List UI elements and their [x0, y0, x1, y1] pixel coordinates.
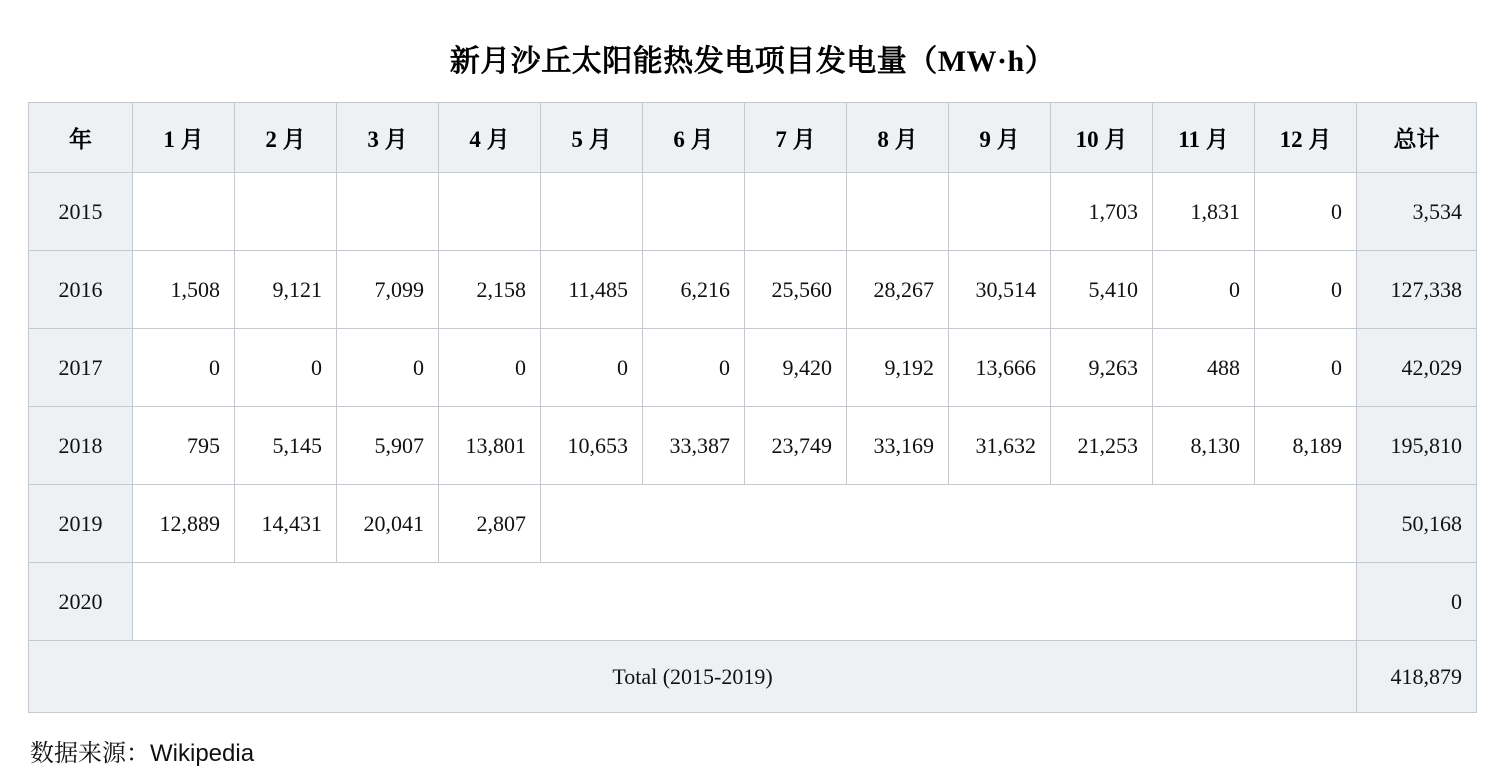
row-year: 2020 — [29, 563, 133, 641]
cell-feb: 9,121 — [235, 251, 337, 329]
cell-oct: 1,703 — [1051, 173, 1153, 251]
source-note: 数据来源：Wikipedia — [30, 740, 255, 767]
column-header-apr: 4 月 — [439, 103, 541, 173]
cell-jan: 1,508 — [133, 251, 235, 329]
cell-oct: 9,263 — [1051, 329, 1153, 407]
row-year: 2016 — [29, 251, 133, 329]
cell-dec: 0 — [1255, 173, 1357, 251]
cell-oct: 21,253 — [1051, 407, 1153, 485]
cell-sep: 30,514 — [949, 251, 1051, 329]
table-body — [29, 173, 1477, 713]
table-row — [29, 563, 1477, 641]
cell-mar: 5,907 — [337, 407, 439, 485]
cell-may: 11,485 — [541, 251, 643, 329]
cell-may: 10,653 — [541, 407, 643, 485]
cell-sep: 13,666 — [949, 329, 1051, 407]
column-header-jan: 1 月 — [133, 103, 235, 173]
cell-apr — [439, 173, 541, 251]
cell-mar — [337, 173, 439, 251]
grand-total-value: 418,879 — [1357, 641, 1477, 713]
table-row — [29, 251, 1477, 329]
column-header-jul: 7 月 — [745, 103, 847, 173]
column-header-feb: 2 月 — [235, 103, 337, 173]
row-year: 2018 — [29, 407, 133, 485]
cell-dec: 0 — [1255, 251, 1357, 329]
cell-dec: 0 — [1255, 329, 1357, 407]
page-title: 新月沙丘太阳能热发电项目发电量（MW·h） — [449, 45, 1056, 78]
cell-jun: 0 — [643, 329, 745, 407]
cell-mar: 7,099 — [337, 251, 439, 329]
grand-total-label: Total (2015-2019) — [29, 641, 1357, 713]
cell-jun — [643, 173, 745, 251]
cell-total: 195,810 — [1357, 407, 1477, 485]
cell-jun: 33,387 — [643, 407, 745, 485]
cell-total: 3,534 — [1357, 173, 1477, 251]
grand-total-row — [29, 641, 1477, 713]
cell-mar: 0 — [337, 329, 439, 407]
cell-apr: 0 — [439, 329, 541, 407]
row-year: 2019 — [29, 485, 133, 563]
column-header-oct: 10 月 — [1051, 103, 1153, 173]
cell-nov: 0 — [1153, 251, 1255, 329]
table-row — [29, 485, 1477, 563]
table-row — [29, 329, 1477, 407]
header-row — [29, 103, 1477, 173]
row-year: 2015 — [29, 173, 133, 251]
cell-aug — [847, 173, 949, 251]
column-header-sep: 9 月 — [949, 103, 1051, 173]
cell-sep: 31,632 — [949, 407, 1051, 485]
cell-feb: 14,431 — [235, 485, 337, 563]
cell-nov: 1,831 — [1153, 173, 1255, 251]
cell-aug: 28,267 — [847, 251, 949, 329]
cell-jul: 9,420 — [745, 329, 847, 407]
cell-feb: 0 — [235, 329, 337, 407]
cell-nov: 8,130 — [1153, 407, 1255, 485]
column-header-nov: 11 月 — [1153, 103, 1255, 173]
cell-empty-range — [133, 563, 1357, 641]
column-header-year: 年 — [29, 103, 133, 173]
cell-apr: 2,158 — [439, 251, 541, 329]
row-year: 2017 — [29, 329, 133, 407]
cell-jun: 6,216 — [643, 251, 745, 329]
cell-jan: 12,889 — [133, 485, 235, 563]
generation-table — [28, 102, 1477, 713]
cell-total: 50,168 — [1357, 485, 1477, 563]
cell-jan — [133, 173, 235, 251]
column-header-dec: 12 月 — [1255, 103, 1357, 173]
cell-jul: 25,560 — [745, 251, 847, 329]
cell-nov: 488 — [1153, 329, 1255, 407]
cell-feb — [235, 173, 337, 251]
column-header-aug: 8 月 — [847, 103, 949, 173]
cell-may: 0 — [541, 329, 643, 407]
cell-feb: 5,145 — [235, 407, 337, 485]
table-row — [29, 407, 1477, 485]
cell-jan: 795 — [133, 407, 235, 485]
cell-total: 42,029 — [1357, 329, 1477, 407]
column-header-jun: 6 月 — [643, 103, 745, 173]
cell-apr: 2,807 — [439, 485, 541, 563]
cell-jul — [745, 173, 847, 251]
table-header — [29, 103, 1477, 173]
cell-mar: 20,041 — [337, 485, 439, 563]
table-row — [29, 173, 1477, 251]
cell-total: 0 — [1357, 563, 1477, 641]
cell-jan: 0 — [133, 329, 235, 407]
cell-oct: 5,410 — [1051, 251, 1153, 329]
cell-apr: 13,801 — [439, 407, 541, 485]
column-header-may: 5 月 — [541, 103, 643, 173]
column-header-mar: 3 月 — [337, 103, 439, 173]
cell-aug: 33,169 — [847, 407, 949, 485]
cell-dec: 8,189 — [1255, 407, 1357, 485]
cell-may — [541, 173, 643, 251]
cell-empty-range — [541, 485, 1357, 563]
column-header-total: 总计 — [1357, 103, 1477, 173]
cell-sep — [949, 173, 1051, 251]
cell-jul: 23,749 — [745, 407, 847, 485]
cell-total: 127,338 — [1357, 251, 1477, 329]
cell-aug: 9,192 — [847, 329, 949, 407]
